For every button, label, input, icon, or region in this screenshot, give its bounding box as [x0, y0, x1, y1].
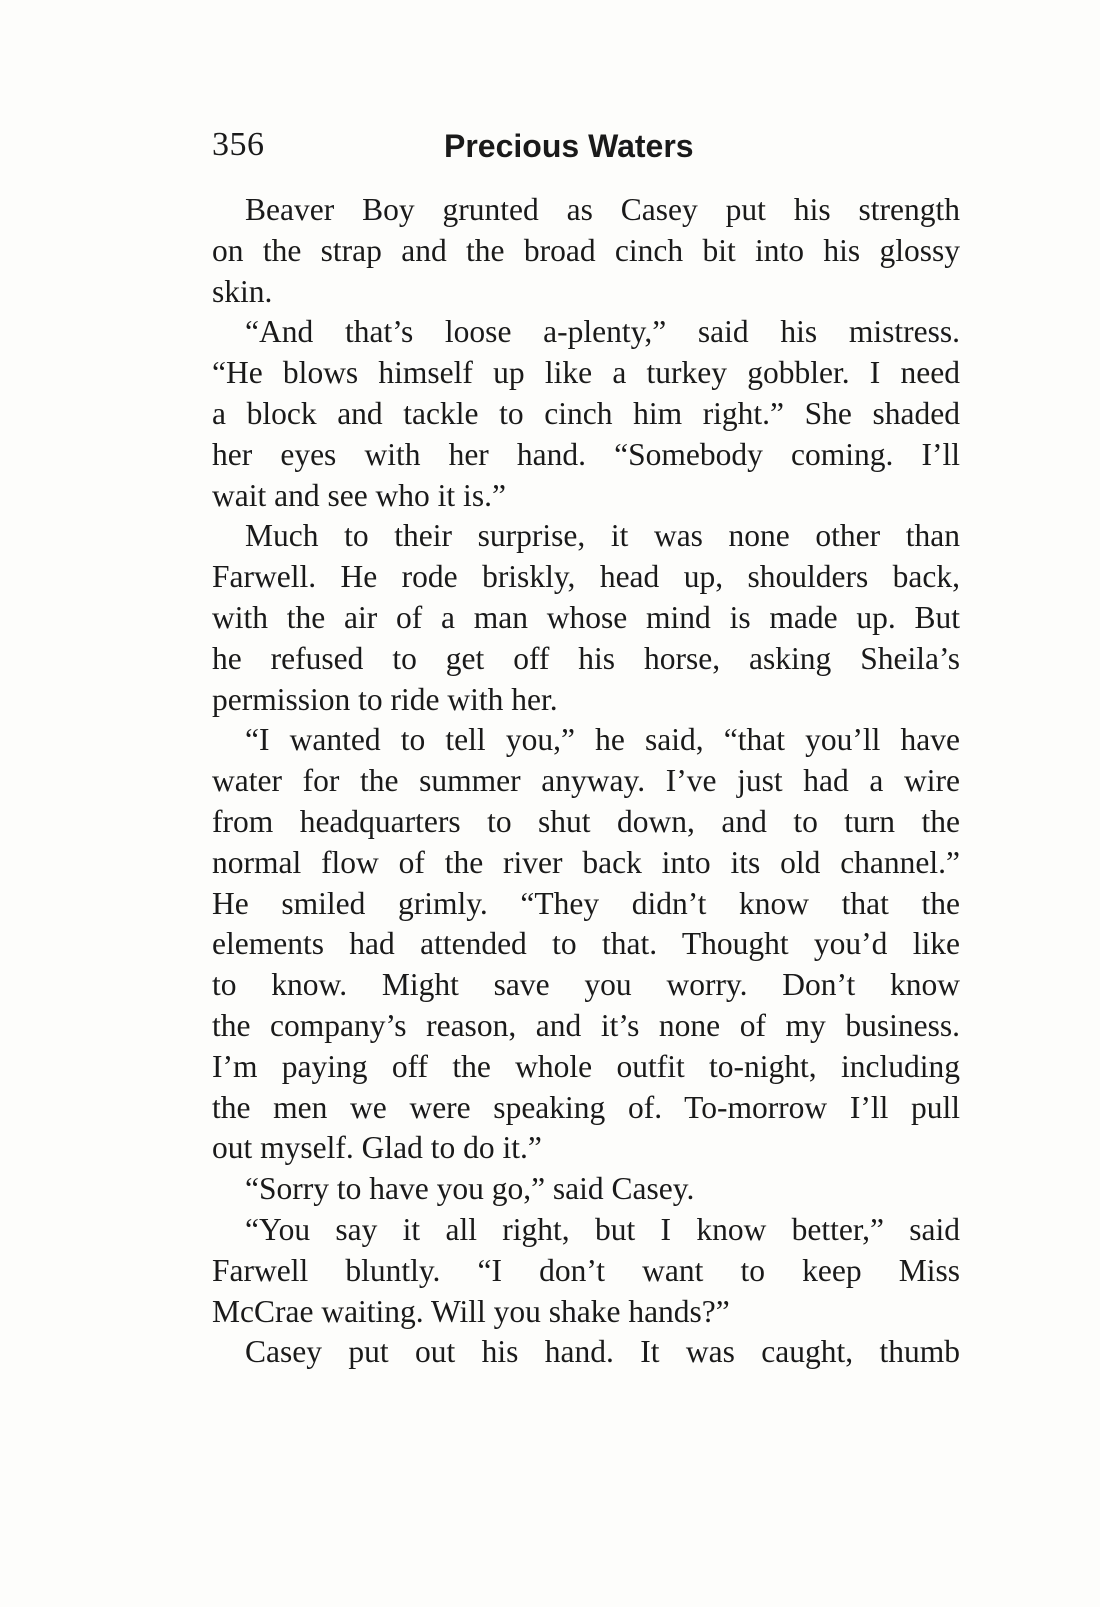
text-line: Farwell bluntly. “I don’t want to keep Miss [212, 1252, 960, 1288]
text-line: permission to ride with her. [212, 681, 558, 717]
text-line: with the air of a man whose mind is made up. But [212, 599, 960, 635]
text-line: elements had attended to that. Thought you’d like [212, 926, 960, 962]
text-line: Much to their surprise, it was none other than [245, 518, 960, 554]
text-line: normal flow of the river back into its old channel.” [212, 844, 960, 880]
text-line: her eyes with her hand. “Somebody coming. I’ll [212, 436, 960, 472]
body-text [212, 190, 960, 1373]
text-line: the company’s reason, and it’s none of my business. [212, 1007, 960, 1043]
running-title: Precious Waters [444, 128, 694, 164]
text-line: he refused to get off his horse, asking Sheila’s [212, 640, 960, 676]
text-line: “He blows himself up like a turkey gobbler. I need [212, 355, 960, 391]
page-number: 356 [212, 126, 265, 163]
text-line: I’m paying off the whole outfit to-night, including [212, 1048, 960, 1084]
text-line: skin. [212, 273, 273, 309]
text-line: “Sorry to have you go,” said Casey. [245, 1171, 695, 1207]
text-line: He smiled grimly. “They didn’t know that the [212, 885, 960, 921]
text-line: Beaver Boy grunted as Casey put his strength [245, 192, 960, 227]
text-line: from headquarters to shut down, and to turn the [212, 803, 960, 839]
text-line: McCrae waiting. Will you shake hands?” [212, 1293, 730, 1329]
text-line: Farwell. He rode briskly, head up, shoulders back, [212, 559, 960, 595]
page-header [212, 126, 962, 176]
text-line: water for the summer anyway. I’ve just had a wire [212, 763, 960, 799]
text-line: on the strap and the broad cinch bit into his glossy [212, 232, 960, 268]
text-line: to know. Might save you worry. Don’t know [212, 967, 960, 1003]
text-line: a block and tackle to cinch him right.” She shaded [212, 395, 960, 431]
text-line: the men we were speaking of. To-morrow I’ll pull [212, 1089, 960, 1125]
text-line: “I wanted to tell you,” he said, “that you’ll have [245, 722, 960, 758]
text-line: out myself. Glad to do it.” [212, 1130, 542, 1166]
text-line: “You say it all right, but I know better,” said [245, 1211, 960, 1247]
text-line: Casey put out his hand. It was caught, thumb [245, 1334, 960, 1370]
text-line: wait and see who it is.” [212, 477, 506, 513]
text-line: “And that’s loose a-plenty,” said his mistress. [245, 314, 960, 350]
